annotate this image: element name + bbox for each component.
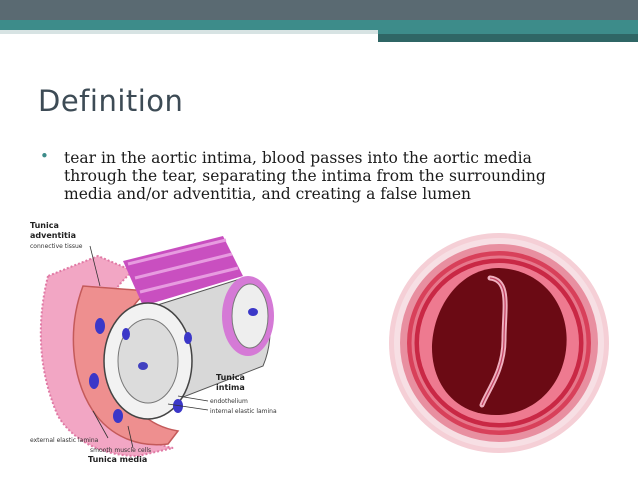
label-connective-tissue: connective tissue bbox=[30, 243, 83, 250]
svg-text:adventitia: adventitia bbox=[30, 231, 76, 240]
header-bar-accent-strip bbox=[378, 30, 638, 34]
bullet-icon: • bbox=[40, 147, 49, 165]
bullet-text: tear in the aortic intima, blood passes into the aortic media through the tear, separating the intima from the surrounding media and/or adventitia, and creating a false lumen bbox=[64, 149, 546, 203]
slide-title: Definition bbox=[38, 84, 184, 118]
aorta-histology-image bbox=[386, 230, 612, 456]
label-external-elastic-lamina: external elastic lamina bbox=[30, 437, 99, 444]
header-bar-dark bbox=[0, 0, 638, 20]
nucleus bbox=[95, 318, 105, 334]
label-smooth-muscle: smooth muscle cells bbox=[90, 447, 152, 454]
header-bar-teal bbox=[0, 20, 638, 30]
bullet-item bbox=[40, 149, 620, 203]
label-media: Tunica media bbox=[88, 455, 148, 464]
label-intima: Tunica bbox=[216, 373, 245, 382]
artery-wall-diagram bbox=[28, 216, 294, 464]
label-internal-elastic-lamina: internal elastic lamina bbox=[210, 408, 277, 415]
svg-text:intima: intima bbox=[216, 383, 245, 392]
label-endothelium: endothelium bbox=[210, 398, 248, 405]
label-adventitia: Tunica bbox=[30, 221, 59, 230]
